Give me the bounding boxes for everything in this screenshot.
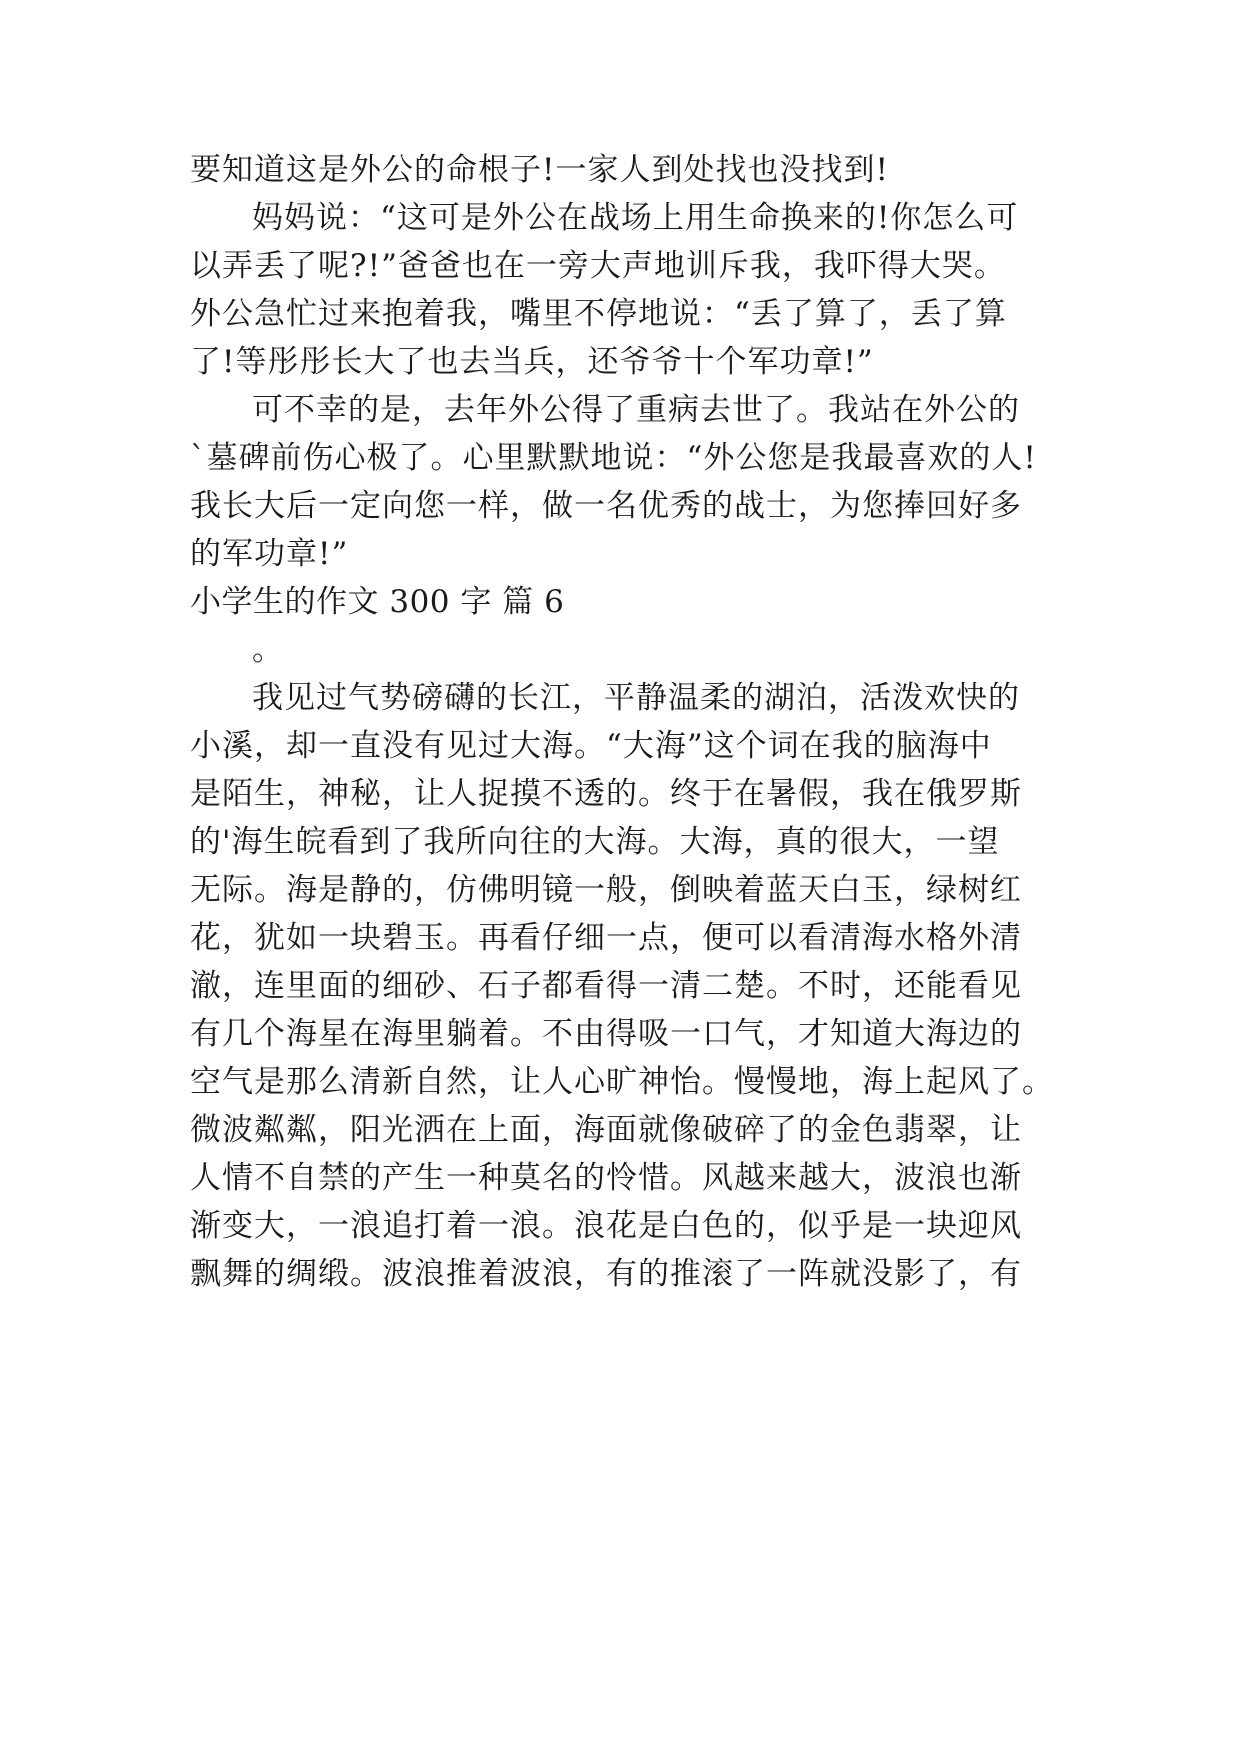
paragraph-line: 澈，连里面的细砂、石子都看得一清二楚。不时，还能看见 — [190, 968, 1022, 1004]
paragraph-line: 的'海生皖看到了我所向往的大海。大海，真的很大，一望 — [190, 824, 1000, 860]
paragraph-line: 妈妈说：“这可是外公在战场上用生命换来的!你怎么可 — [252, 200, 1019, 236]
paragraph-line: 无际。海是静的，仿佛明镜一般，倒映着蓝天白玉，绿树红 — [190, 872, 1022, 908]
paragraph-line: 是陌生，神秘，让人捉摸不透的。终于在暑假，我在俄罗斯 — [190, 776, 1022, 812]
paragraph-line: 空气是那么清新自然，让人心旷神怡。慢慢地，海上起风了。 — [190, 1064, 1054, 1100]
section-heading: 小学生的作文 300 字 篇 6 — [190, 584, 565, 620]
paragraph-line: 要知道这是外公的命根子!一家人到处找也没找到! — [190, 152, 889, 188]
paragraph-line: 花，犹如一块碧玉。再看仔细一点，便可以看清海水格外清 — [190, 920, 1022, 956]
paragraph-line: 。 — [252, 632, 284, 668]
paragraph-line: 人情不自禁的产生一种莫名的怜惜。风越来越大，波浪也渐 — [190, 1160, 1022, 1196]
paragraph-line: 小溪，却一直没有见过大海。“大海”这个词在我的脑海中 — [190, 728, 992, 764]
paragraph-line: 我见过气势磅礴的长江，平静温柔的湖泊，活泼欢快的 — [252, 680, 1020, 716]
paragraph-line: 外公急忙过来抱着我，嘴里不停地说：“丢了算了，丢了算 — [190, 296, 1007, 332]
paragraph-line: 了!等彤彤长大了也去当兵，还爷爷十个军功章!” — [190, 344, 874, 380]
paragraph-line: `墓碑前伤心极了。心里默默地说：“外公您是我最喜欢的人! — [190, 440, 1037, 476]
paragraph-line: 可不幸的是，去年外公得了重病去世了。我站在外公的 — [252, 392, 1020, 428]
paragraph-line: 以弄丢了呢?!”爸爸也在一旁大声地训斥我，我吓得大哭。 — [190, 248, 1006, 284]
paragraph-line: 的军功章!” — [190, 536, 349, 572]
paragraph-line: 有几个海星在海里躺着。不由得吸一口气，才知道大海边的 — [190, 1016, 1022, 1052]
paragraph-line: 微波粼粼，阳光洒在上面，海面就像破碎了的金色翡翠，让 — [190, 1112, 1022, 1148]
paragraph-line: 我长大后一定向您一样，做一名优秀的战士，为您捧回好多 — [190, 488, 1022, 524]
paragraph-line: 渐变大，一浪追打着一浪。浪花是白色的，似乎是一块迎风 — [190, 1208, 1022, 1244]
paragraph-line: 飘舞的绸缎。波浪推着波浪，有的推滚了一阵就没影了，有 — [190, 1256, 1022, 1292]
